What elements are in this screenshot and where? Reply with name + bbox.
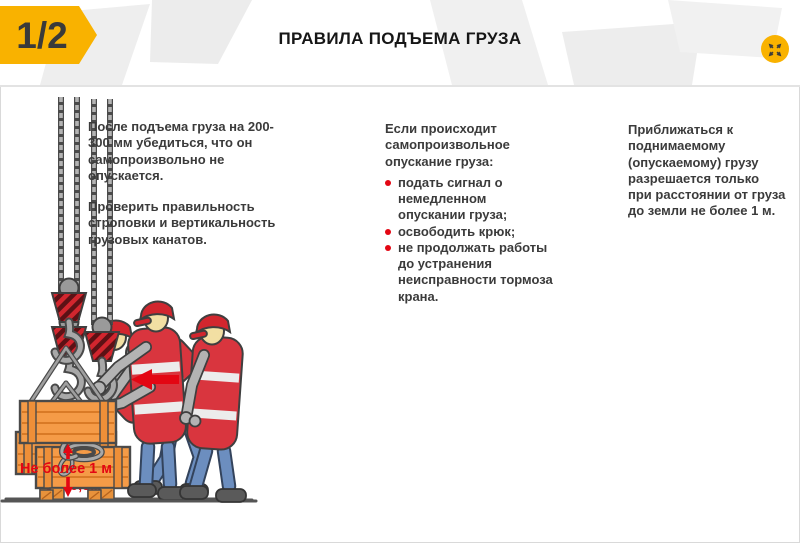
panel-text-self-lowering <box>385 121 557 305</box>
panel-text-approach-distance <box>628 122 786 220</box>
worker-approaching <box>180 314 246 502</box>
list-item: подать сигнал о немедленном опускании груза; <box>385 175 557 224</box>
paragraph: После подъема груза на 200-300 мм убедиться, что он самопроизвольно не опускается. <box>88 119 274 183</box>
distance-measure-label: Не более 1 м <box>19 461 113 477</box>
list-item: освободить крюк; <box>385 224 557 240</box>
crane-cable <box>61 97 77 285</box>
panel-text-check-after-lift <box>88 119 276 248</box>
approach-arrow <box>131 369 179 390</box>
paragraph: Проверить правильность строповки и вертикальность грузовых канатов. <box>88 199 276 247</box>
fullscreen-button[interactable] <box>761 35 789 63</box>
header-bar <box>0 0 800 87</box>
page-title: ПРАВИЛА ПОДЪЕМА ГРУЗА <box>278 29 522 48</box>
action-list <box>385 175 557 305</box>
distance-measure <box>20 444 112 497</box>
expand-arrows-icon <box>764 39 786 61</box>
paragraph: Если происходит самопроизвольное опускание груза: <box>385 121 510 169</box>
wooden-crate <box>20 401 116 443</box>
page-indicator: 1/2 <box>16 15 68 56</box>
content-area <box>0 85 800 543</box>
list-item: не продолжать работы до устранения неисправности тормоза крана. <box>385 240 557 305</box>
paragraph: Приближаться к поднимаемому (опускаемому) грузу разрешается только при расстоянии от груза до земли не более 1 м. <box>628 122 786 219</box>
